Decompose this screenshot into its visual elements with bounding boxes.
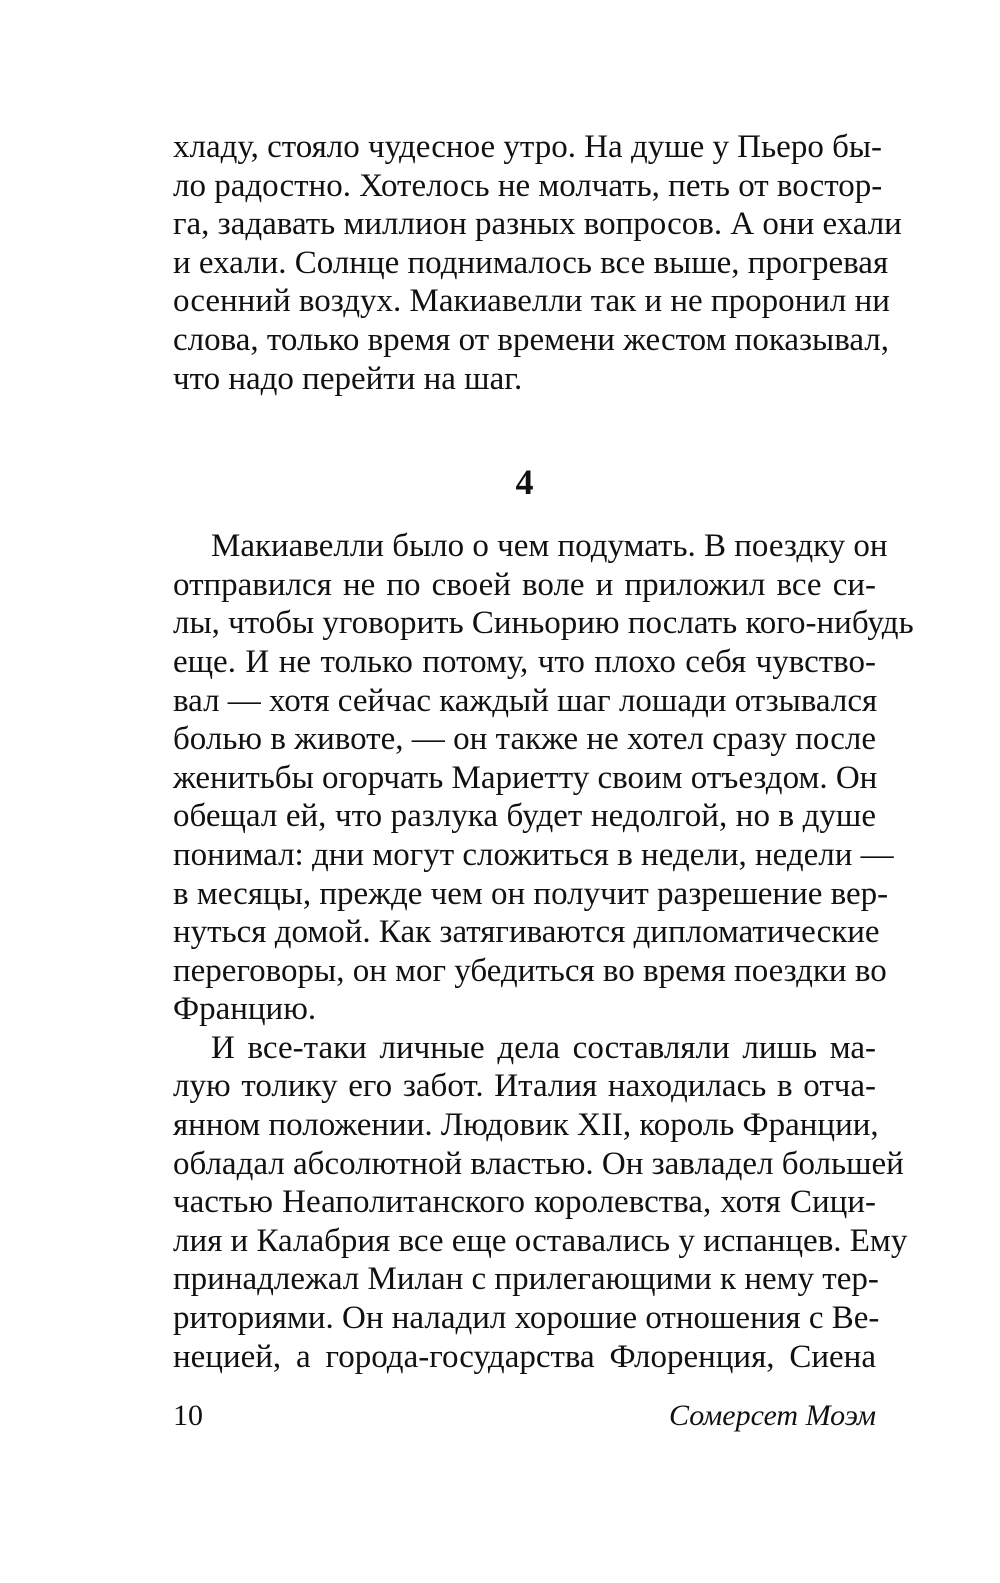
text-line: переговоры, он мог убедиться во время поездки во <box>173 952 887 989</box>
text-line: нецией, а города-государства Флоренция, Сиена <box>173 1338 876 1375</box>
chapter-number: 4 <box>515 462 534 503</box>
text-line: отправился не по своей воле и приложил все си- <box>173 566 876 603</box>
running-author: Сомерсет Моэм <box>669 1399 876 1432</box>
text-line: риториями. Он наладил хорошие отношения с Ве- <box>173 1300 880 1337</box>
text-line: Макиавелли было о чем подумать. В поездку он <box>211 528 888 565</box>
text-line: что надо перейти на шаг. <box>173 360 523 397</box>
text-line: осенний воздух. Макиавелли так и не проронил ни <box>173 283 890 320</box>
text-line: принадлежал Милан с прилегающими к нему тер- <box>173 1261 879 1298</box>
paragraph-continued <box>173 128 902 398</box>
text-line: обладал абсолютной властью. Он завладел большей <box>173 1145 904 1182</box>
page-body <box>173 128 914 1376</box>
text-line: ло радостно. Хотелось не молчать, петь от востор- <box>173 167 883 204</box>
text-line: хладу, стояло чудесное утро. На душе у Пьеро бы- <box>173 129 883 165</box>
page-number: 10 <box>173 1399 203 1432</box>
text-line: частью Неаполитанского королевства, хотя Сици- <box>173 1184 876 1221</box>
text-line: еще. И не только потому, что плохо себя чувство- <box>173 643 876 680</box>
text-line: женитьбы огорчать Мариетту своим отъездом. Он <box>173 759 878 796</box>
text-line: лия и Калабрия все еще оставались у испанцев. Ему <box>173 1222 908 1259</box>
text-line: янном положении. Людовик XII, король Франции, <box>173 1107 879 1144</box>
text-line: слова, только время от времени жестом показывал, <box>173 321 890 358</box>
text-line: в месяцы, прежде чем он получит разрешение вер- <box>173 875 889 912</box>
text-line: нуться домой. Как затягиваются дипломатические <box>173 914 880 951</box>
paragraph <box>173 1029 908 1376</box>
text-line: обещал ей, что разлука будет недолгой, но в душе <box>173 798 876 835</box>
text-line: га, задавать миллион разных вопросов. А они ехали <box>173 206 902 243</box>
text-line: лы, чтобы уговорить Синьорию послать кого-нибудь <box>173 605 914 642</box>
text-line: вал — хотя сейчас каждый шаг лошади отзывался <box>173 682 878 719</box>
text-line: понимал: дни могут сложиться в недели, недели — <box>173 836 894 873</box>
page-footer <box>173 1396 876 1436</box>
text-line: И все-таки личные дела составляли лишь ма- <box>211 1029 876 1066</box>
text-line: и ехали. Солнце поднималось все выше, прогревая <box>173 244 889 281</box>
text-line: лую толику его забот. Италия находилась в отча- <box>173 1068 876 1105</box>
paragraph <box>173 527 914 1029</box>
text-line: Францию. <box>173 991 317 1028</box>
text-line: болью в животе, — он также не хотел сразу после <box>173 721 876 758</box>
